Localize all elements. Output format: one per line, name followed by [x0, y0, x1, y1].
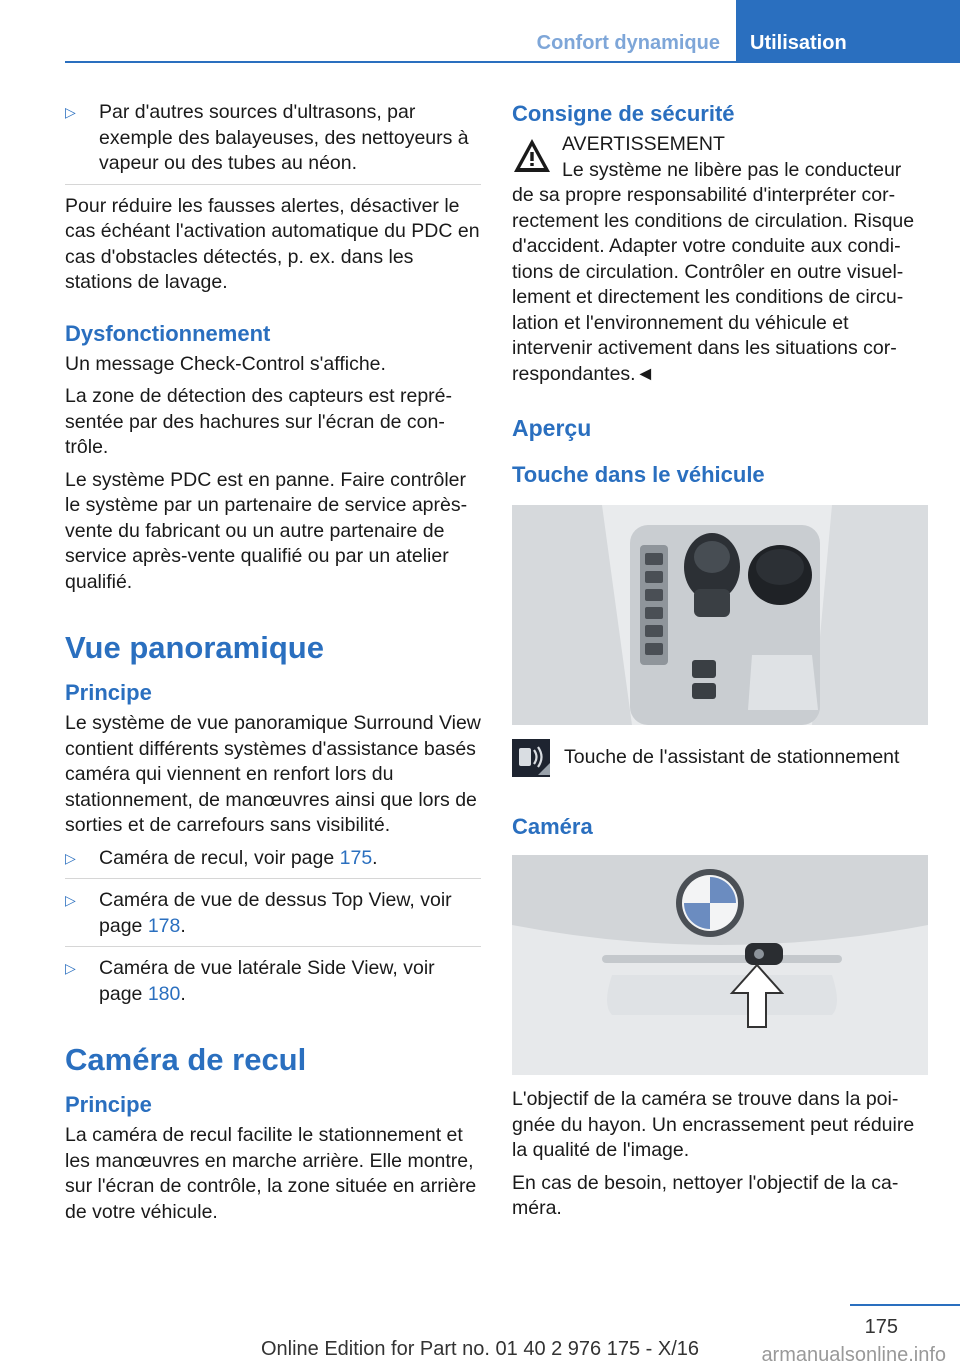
paragraph: En cas de besoin, nettoyer l'objectif de la caméra. [512, 1171, 899, 1219]
edition-note: Online Edition for Part no. 01 40 2 976 175 - X/16 [260, 1338, 700, 1360]
button-caption-row [512, 745, 928, 785]
page-number: 175 [864, 1316, 898, 1338]
list-item-text: Caméra de vue latérale Side View, voir page [99, 957, 435, 1005]
bullet-triangle-icon: ▷ [65, 960, 76, 976]
section-heading: Consigne de sécurité [512, 101, 735, 126]
page-link[interactable]: 180 [147, 982, 181, 1005]
subsection-heading: Touche dans le véhicule [512, 462, 765, 487]
paragraph: L'objectif de la caméra se trouve dans la poignée du hayon. Un encrassement peut réduire la qualité de l'image. [512, 1088, 915, 1161]
chapter-heading: Vue panoramique [65, 630, 324, 665]
button-caption: Touche de l'assistant de stationnement [564, 746, 900, 768]
list-item-text: Caméra de recul, voir page [99, 846, 340, 869]
center-console-image [512, 505, 928, 725]
list-item [65, 888, 481, 939]
bullet-triangle-icon: ▷ [65, 892, 76, 908]
paragraph: La caméra de recul facilite le stationnement et les manœuvres en marche arrière. Elle montre, sur l'écran de contrôle, la zone située en arrière de votre véhicule. [65, 1124, 477, 1223]
list-item-end: . [180, 914, 186, 937]
page-footer [0, 1300, 960, 1366]
console-photo [512, 505, 928, 725]
bullet-triangle-icon: ▷ [65, 104, 76, 120]
section-heading: Dysfonctionnement [65, 320, 271, 346]
header-chapter-tab: Utilisation [736, 0, 960, 61]
header-section-title: Confort dynamique [536, 32, 720, 54]
divider [65, 878, 481, 879]
paragraph: Pour réduire les fausses alertes, désactiver le cas échéant l'activation automatique du PDC en cas d'obstacles détectés, p. ex. dans les stations de lavage. [65, 194, 480, 293]
watermark: armanualsonline.info [761, 1344, 946, 1366]
list-item [65, 846, 481, 872]
section-heading: Principe [65, 1092, 152, 1117]
warning-triangle-icon [512, 136, 552, 176]
list-item [65, 100, 481, 177]
section-heading: Aperçu [512, 415, 592, 441]
subsection-heading: Caméra [512, 814, 593, 839]
header-rule [65, 61, 960, 63]
footer-rule [850, 1304, 960, 1306]
page-link[interactable]: 175 [339, 846, 373, 869]
page-link[interactable]: 178 [147, 914, 181, 937]
warning-text: Le système ne libère pas le conducteur de sa propre responsabilité d'interpréter correctement les conditions de circulation. Risque d'accident. Adapter votre conduite aux conditions de circulation. Contrôler en outre visuellement et directement les conditions de circulation et l'environnement du véhicule et intervenir activement dans les situations correspondantes.◄ [512, 158, 915, 385]
divider [65, 184, 481, 185]
list-item [65, 956, 481, 1007]
list-item-text: Par d'autres sources d'ultrasons, par exemple des balayeuses, des nettoyeurs à vapeur ou des tubes au néon. [99, 101, 469, 174]
chapter-heading: Caméra de recul [65, 1042, 307, 1077]
paragraph: Le système PDC est en panne. Faire contrôler le système par un partenaire de service après-vente du fabricant ou un autre partenaire de service après-vente qualifié ou par un atelier qualifié. [65, 468, 468, 593]
park-distance-control-icon [512, 739, 550, 777]
page-header [0, 0, 960, 62]
list-item-end: . [180, 982, 186, 1005]
paragraph: La zone de détection des capteurs est représentée par des hachures sur l'écran de contrôle. [65, 385, 452, 458]
left-column [65, 100, 481, 1232]
divider [65, 946, 481, 947]
camera-photo [512, 855, 928, 1075]
list-item-end: . [372, 846, 378, 869]
list-item-text: Caméra de vue de dessus Top View, voir page [99, 889, 452, 937]
right-column [512, 100, 928, 1229]
paragraph: Le système de vue panoramique Surround View contient différents systèmes d'assistance basés caméra qui viennent en renfort lors du stationnement, de manœuvres ainsi que lors de sorties et de carrefours sans visibilité. [65, 712, 481, 836]
section-heading: Principe [65, 680, 152, 705]
bullet-triangle-icon: ▷ [65, 849, 76, 866]
paragraph: Un message Check-Control s'affiche. [65, 352, 386, 375]
tailgate-camera-image [512, 855, 928, 1075]
warning-label: AVERTISSEMENT [562, 133, 725, 155]
warning-block [512, 132, 928, 158]
